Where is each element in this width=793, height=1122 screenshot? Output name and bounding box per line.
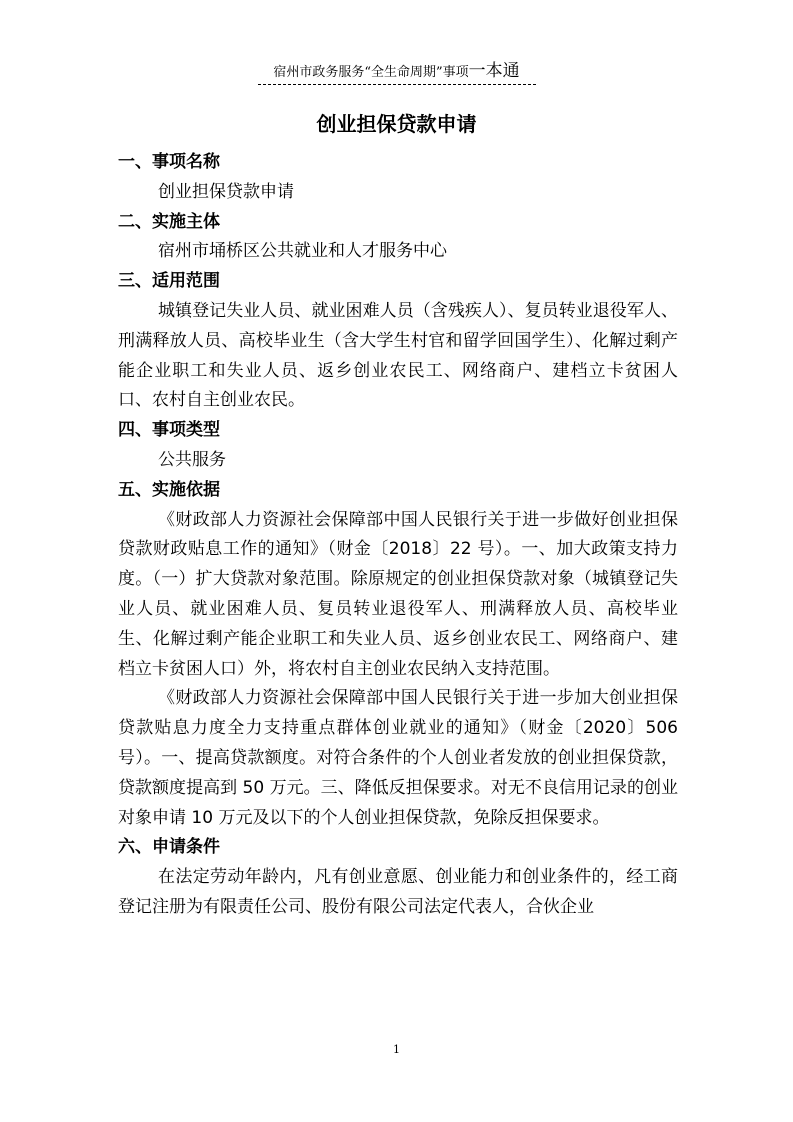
page-header	[0, 62, 793, 82]
section-heading-item-type: 四、事项类型	[118, 420, 220, 441]
header-suffix: 一本通	[468, 61, 520, 81]
section-paragraph: 《财政部人力资源社会保障部中国人民银行关于进一步做好创业担保贷款财政贴息工作的通知》（财金〔2018〕22 号）。一、加大政策支持力度。（一）扩大贷款对象范围。除原规定的创业担保贷款对象（城镇登记失业人员、就业困难人员、复员转业退役军人、刑满释放人员、高校毕业生、化解过剩产能企业职工和失业人员、返乡创业农民工、网络商户、建档立卡贫困人口）外，将农村自主创业农民纳入支持范围。	[118, 509, 678, 679]
section-paragraph: 创业担保贷款申请	[158, 181, 294, 202]
section-paragraph: 在法定劳动年龄内，凡有创业意愿、创业能力和创业条件的，经工商登记注册为有限责任公司、股份有限公司法定代表人，合伙企业	[118, 867, 678, 917]
section-heading-implementing-body: 二、实施主体	[118, 211, 220, 232]
document-body	[118, 148, 678, 923]
section-paragraph: 城镇登记失业人员、就业困难人员（含残疾人）、复员转业退役军人、刑满释放人员、高校毕业生（含大学生村官和留学回国学生）、化解过剩产能企业职工和失业人员、返乡创业农民工、网络商户、建档立卡贫困人口、农村自主创业农民。	[118, 300, 678, 411]
section-heading-scope: 三、适用范围	[118, 271, 220, 292]
section-heading-legal-basis: 五、实施依据	[118, 479, 220, 500]
section-heading-conditions: 六、申请条件	[118, 837, 220, 858]
document-title: 创业担保贷款申请	[316, 112, 477, 136]
section-paragraph: 宿州市埇桥区公共就业和人才服务中心	[158, 241, 447, 262]
section-paragraph: 公共服务	[158, 449, 226, 470]
section-heading-item-name: 一、事项名称	[118, 152, 220, 172]
section-paragraph: 《财政部人力资源社会保障部中国人民银行关于进一步加大创业担保贷款贴息力度全力支持重点群体创业就业的通知》（财金〔2020〕506 号）。一、提高贷款额度。对符合条件的个人创业者发放的创业担保贷款，贷款额度提高到 50 万元。三、降低反担保要求。对无不良信用记录的创业对象申请 10 万元及以下的个人创业担保贷款，免除反担保要求。	[118, 688, 678, 828]
page-number: 1	[393, 1043, 400, 1056]
header-prefix: 宿州市政务服务“全生命周期”事项	[273, 65, 469, 80]
header-dashed-rule	[258, 84, 536, 85]
